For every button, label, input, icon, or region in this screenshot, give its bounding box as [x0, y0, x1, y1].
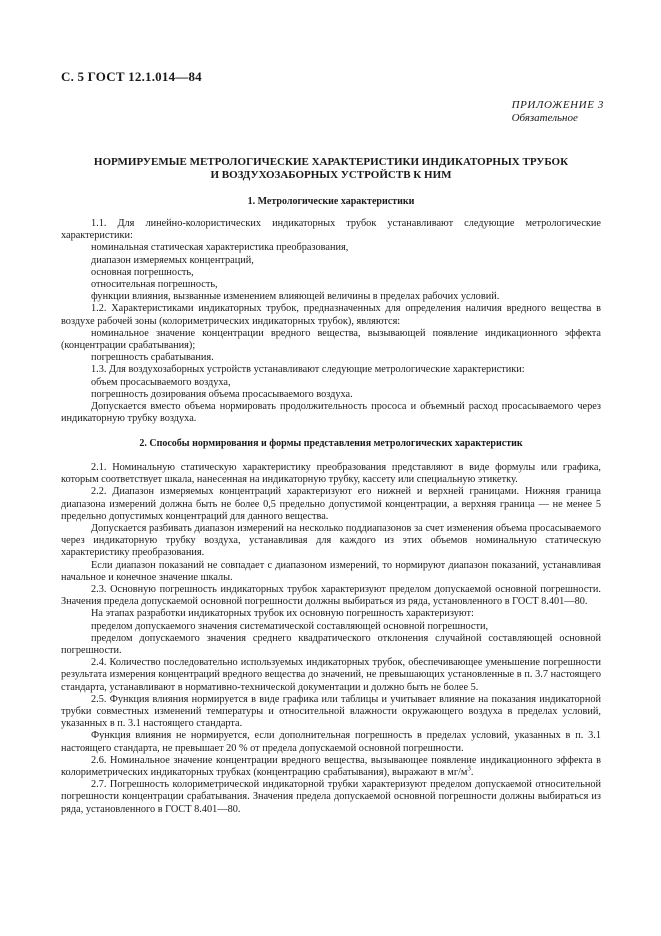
appendix-subtitle: Обязательное — [511, 112, 578, 124]
section1-heading: 1. Метрологические характеристики — [247, 196, 415, 207]
paragraph-2-2: 2.2. Диапазон измеряемых концентраций характеризуют его нижней и верхней границами. Нижняя граница диапазона измерений должна быть не более 0,5 предельно допустимой концентрации, а верхняя граница — не менее 5 предельно допустимых концентраций для данного вещества. — [61, 486, 601, 522]
paragraph-2-6-end: . — [470, 767, 474, 779]
paragraph-2-2c: Если диапазон показаний не совпадает с диапазоном измерений, то нормируют диапазон показаний, устанавливая начальное и конечное значение шкалы. — [61, 559, 601, 583]
paragraph-2-3-item1: пределом допускаемого значения систематической составляющей основной погрешности, — [91, 620, 489, 632]
paragraph-2-3: 2.3. Основную погрешность индикаторных трубок характеризуют пределом допускаемой основной погрешности. Значения предела допускаемой основной погрешности должны выбираться из ряда, установленного в ГОСТ 8.401—80. — [61, 584, 601, 608]
list-item: функции влияния, вызванные изменением влияющей величины в пределах рабочих условий. — [91, 291, 500, 303]
list-item: номинальная статическая характеристика преобразования, — [91, 242, 349, 254]
document-title-line1: НОРМИРУЕМЫЕ МЕТРОЛОГИЧЕСКИЕ ХАРАКТЕРИСТИКИ ИНДИКАТОРНЫХ ТРУБОК — [93, 156, 569, 168]
paragraph-1-2: 1.2. Характеристиками индикаторных трубок, предназначенных для определения наличия вредного вещества в воздухе рабочей зоны (колориметрических индикаторных трубок), являются: — [61, 303, 601, 327]
appendix-label — [512, 99, 604, 125]
paragraph-2-7: 2.7. Погрешность колориметрической индикаторной трубки характеризуют пределом допускаемой относительной погрешности концентрации срабатывания. Значения предела допускаемой основной погрешности должны выбираться из ряда, установленного в ГОСТ 8.401—80. — [61, 779, 601, 815]
unit-superscript: 3 — [467, 764, 471, 773]
paragraph-1-4: Допускается вместо объема нормировать продолжительность прососа и объемный расход просасываемого через индикаторную трубку воздуха. — [61, 401, 601, 425]
paragraph-2-1: 2.1. Номинальную статическую характеристику преобразования представляют в виде формулы или графика, которым соответствует шкала, нанесенная на индикаторную трубку, кассету или специальную этикетку. — [61, 462, 601, 486]
paragraph-1-2-item1: номинальное значение концентрации вредного вещества, вызывающей появление индикационного эффекта (концентрации срабатывания); — [61, 327, 601, 352]
document-title-line2: И ВОЗДУХОЗАБОРНЫХ УСТРОЙСТВ К НИМ — [210, 168, 452, 181]
section1-body — [61, 218, 601, 425]
list-item: диапазон измеряемых концентраций, — [91, 254, 254, 266]
paragraph-2-6 — [61, 755, 601, 779]
paragraph-2-6-text: 2.6. Номинальное значение концентрации вредного вещества, вызывающее появление индикационного эффекта в колориметрических индикаторных трубках (концентрацию срабатывания), выражают в мг/м — [61, 754, 601, 779]
list-item: погрешность срабатывания. — [91, 352, 214, 364]
paragraph-2-2b: Допускается разбивать диапазон измерений на несколько поддиапазонов за счет изменения объема просасываемого через индикаторную трубку воздуха, устанавливая для каждого из этих объемов номинальную статическую характеристику преобразования. — [61, 523, 601, 559]
list-item: объем просасываемого воздуха, — [91, 376, 231, 388]
paragraph-2-4: 2.4. Количество последовательно используемых индикаторных трубок, обеспечивающее уменьшение погрешности результата измерения концентраций вредного вещества до значений, не превышающих установленные в п. 3.7 настоящего стандарта, устанавливают в нормативно-технической документации и должно быть не более 5. — [61, 657, 601, 693]
section2-heading: 2. Способы нормирования и формы представления метрологических характеристик — [139, 438, 523, 449]
paragraph-2-5b: Функция влияния не нормируется, если дополнительная погрешность в пределах условий, указанных в п. 3.1 настоящего стандарта, не превышает 20 % от предела допускаемой основной погрешности. — [61, 730, 601, 754]
list-item: относительная погрешность, — [91, 279, 218, 291]
paragraph-1-1: 1.1. Для линейно-колористических индикаторных трубок устанавливают следующие метрологические характеристики: — [61, 218, 601, 242]
paragraph-2-3-item2: пределом допускаемого значения среднего квадратического отклонения случайной составляющей основной погрешности. — [61, 632, 601, 657]
paragraph-1-3: 1.3. Для воздухозаборных устройств устанавливают следующие метрологические характеристики: — [91, 364, 525, 376]
page-header: С. 5 ГОСТ 12.1.014—84 — [61, 69, 202, 84]
list-item: основная погрешность, — [91, 266, 194, 278]
appendix-title: ПРИЛОЖЕНИЕ 3 — [511, 99, 604, 111]
list-item: погрешность дозирования объема просасываемого воздуха. — [91, 388, 353, 400]
paragraph-2-3b: На этапах разработки индикаторных трубок их основную погрешность характеризуют: — [91, 608, 474, 620]
document-title — [61, 156, 601, 181]
section2-body — [61, 462, 601, 816]
paragraph-2-5: 2.5. Функция влияния нормируется в виде графика или таблицы и учитывает влияние на показания индикаторной трубки совместных изменений температуры и относительной влажности окружающего воздуха в пределах условий, указанных в п. 3.1 настоящего стандарта. — [61, 693, 601, 730]
